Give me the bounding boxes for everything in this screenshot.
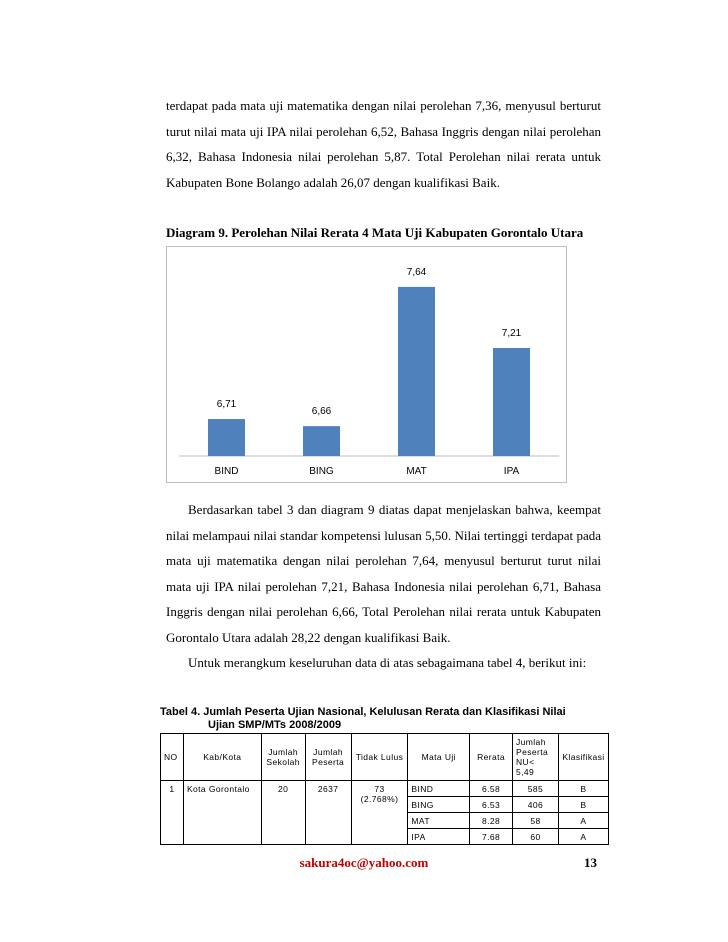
cell-tidak-lulus-pct: (2.768%) <box>360 794 399 804</box>
table-title-line1: Tabel 4. Jumlah Peserta Ujian Nasional, Kelulusan Rerata dan Klasifikasi Nilai <box>160 706 566 718</box>
tick-label-mat: MAT <box>406 466 427 477</box>
cell-rerata: 8.28 <box>470 813 513 829</box>
footer-email: sakura4oc@yahoo.com <box>299 855 429 870</box>
bar-bing <box>303 426 340 456</box>
header-nu: Jumlah Peserta NU< 5,49 <box>513 734 559 781</box>
table-row <box>161 781 609 797</box>
cell-klasifikasi: A <box>558 829 608 845</box>
page-number: 13 <box>584 855 597 870</box>
header-no: NO <box>161 734 184 781</box>
intro-paragraph <box>166 93 601 195</box>
tick-label-ipa: IPA <box>503 466 520 477</box>
header-peserta: Jumlah Peserta <box>305 734 351 781</box>
bar-chart <box>166 246 567 483</box>
cell-tidak-lulus <box>351 781 408 845</box>
table-title-line2: Ujian SMP/MTs 2008/2009 <box>208 719 342 731</box>
cell-mata-uji: MAT <box>408 813 470 829</box>
data-label-mat: 7,64 <box>406 266 427 278</box>
cell-nu: 60 <box>513 829 559 845</box>
summary-text: Untuk merangkum keseluruhan data di atas sebagaimana tabel 4, berikut ini: <box>188 655 587 670</box>
cell-nu: 406 <box>513 797 559 813</box>
header-kab: Kab/Kota <box>183 734 261 781</box>
header-sekolah: Jumlah Sekolah <box>261 734 305 781</box>
analysis-paragraph <box>166 497 601 676</box>
cell-klasifikasi: A <box>558 813 608 829</box>
cell-rerata: 6.58 <box>470 781 513 797</box>
cell-mata-uji: BIND <box>408 781 470 797</box>
cell-kab: Kota Gorontalo <box>183 781 261 845</box>
data-label-ipa: 7,21 <box>501 328 522 339</box>
cell-klasifikasi: B <box>558 797 608 813</box>
header-rerata: Rerata <box>470 734 513 781</box>
cell-peserta: 2637 <box>305 781 351 845</box>
table-title <box>160 706 610 732</box>
bar-mat <box>398 287 435 456</box>
cell-rerata: 6.53 <box>470 797 513 813</box>
data-label-bind: 6,71 <box>216 399 237 411</box>
cell-no: 1 <box>161 781 184 845</box>
cell-sekolah: 20 <box>261 781 305 845</box>
cell-mata-uji: BING <box>408 797 470 813</box>
intro-text: terdapat pada mata uji matematika dengan nilai perolehan 7,36, menyusul berturut turut nilai mata uji IPA nilai perolehan 6,52, Bahasa Inggris dengan nilai perolehan 6,32, Bahasa Indonesia nilai perolehan 5,87. Total Perolehan nilai rerata untuk Kabupaten Bone Bolango adalah 26,07 dengan kualifikasi Baik. <box>166 98 601 190</box>
diagram-title: Diagram 9. Perolehan Nilai Rerata 4 Mata Uji Kabupaten Gorontalo Utara <box>166 225 584 240</box>
data-label-bing: 6,66 <box>311 406 332 418</box>
header-tidak-lulus: Tidak Lulus <box>351 734 408 781</box>
tick-label-bind: BIND <box>214 466 239 477</box>
bar-bind <box>208 419 245 456</box>
cell-nu: 585 <box>513 781 559 797</box>
bar-ipa <box>493 348 530 456</box>
cell-klasifikasi: B <box>558 781 608 797</box>
cell-mata-uji: IPA <box>408 829 470 845</box>
table-header-row <box>161 734 609 781</box>
tick-label-bing: BING <box>309 466 334 477</box>
cell-tidak-lulus-count: 73 <box>374 784 385 794</box>
summary-table <box>160 733 609 845</box>
cell-rerata: 7.68 <box>470 829 513 845</box>
cell-nu: 58 <box>513 813 559 829</box>
chart-svg <box>167 247 568 484</box>
header-klasifikasi: Klasifikasi <box>558 734 608 781</box>
header-mata-uji: Mata Uji <box>408 734 470 781</box>
analysis-text: Berdasarkan tabel 3 dan diagram 9 diatas dapat menjelaskan bahwa, keempat nilai melampaui nilai standar kompetensi lulusan 5,50. Nilai tertinggi terdapat pada mata uji matematika dengan nilai perolehan 7,64, menyusul berturut turut nilai mata uji IPA nilai perolehan 7,21, Bahasa Indonesia nilai perolehan 6,71, Bahasa Inggris dengan nilai perolehan 6,66, Total Perolehan nilai rerata untuk Kabupaten Gorontalo Utara adalah 28,22 dengan kualifikasi Baik. <box>166 502 601 645</box>
